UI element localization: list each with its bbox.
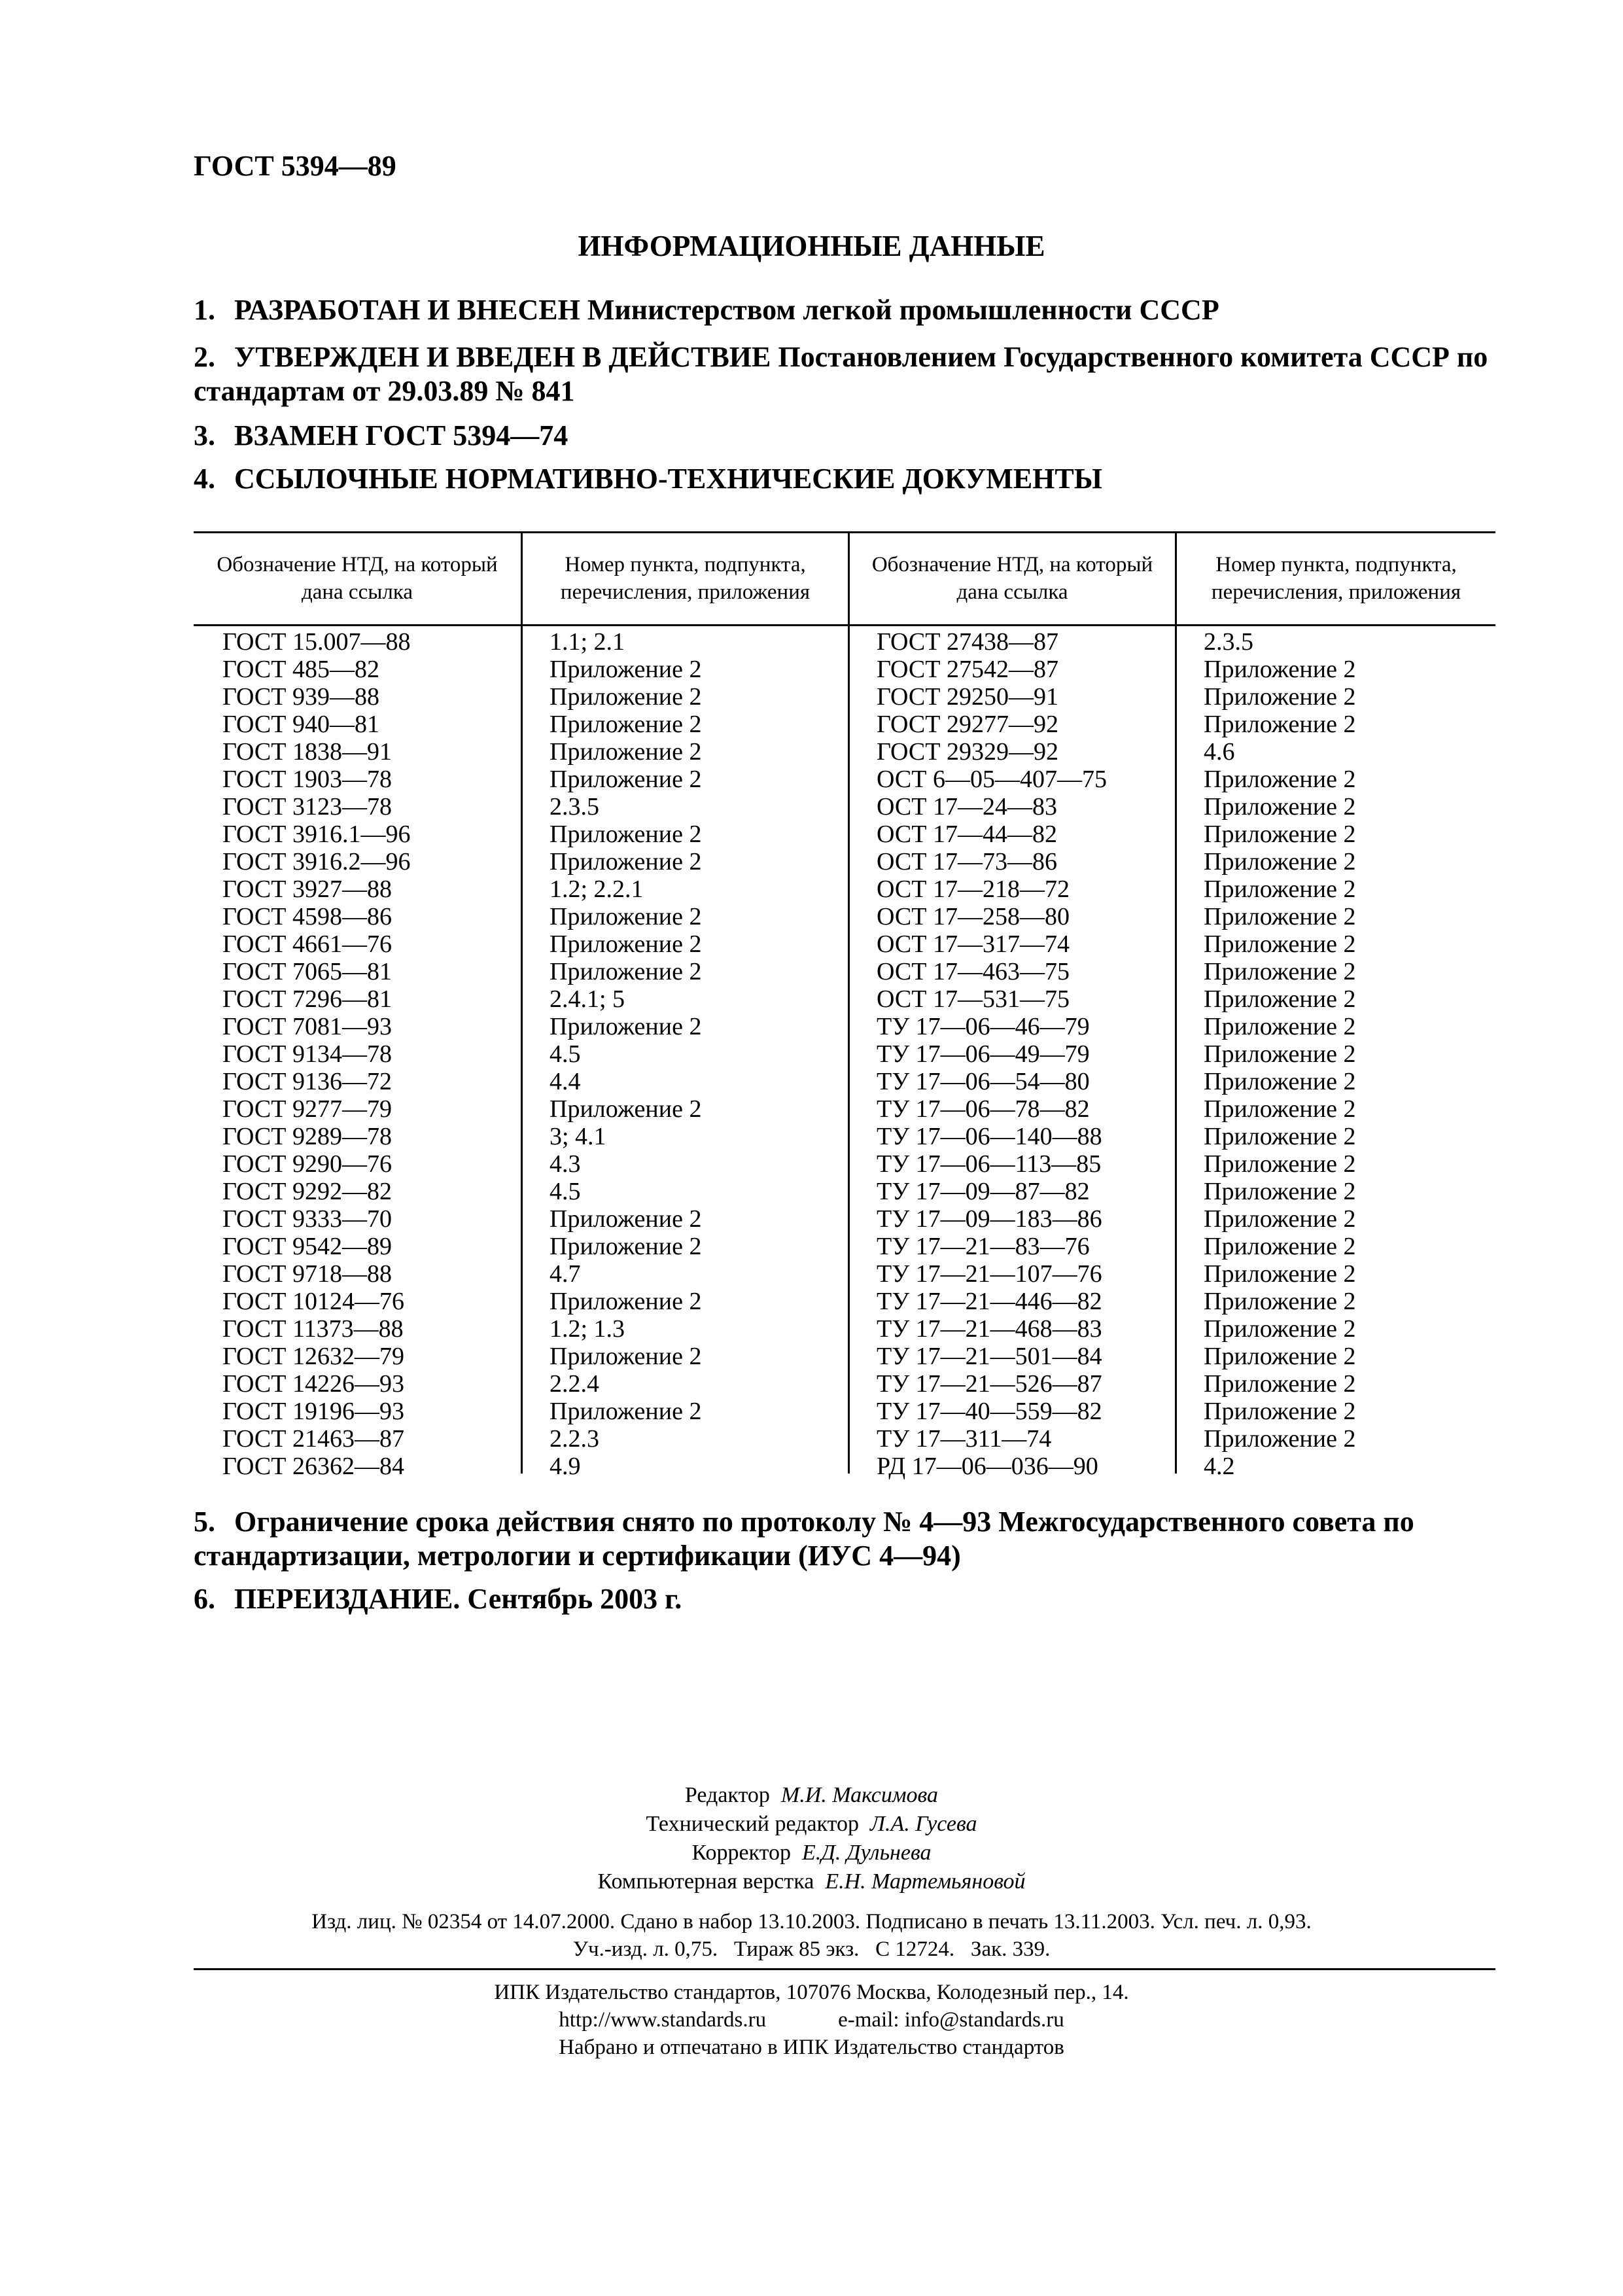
table-cell: ТУ 17—21—501—84 bbox=[877, 1343, 1102, 1370]
table-cell: ГОСТ 3123—78 bbox=[222, 793, 392, 821]
table-cell: ОСТ 17—463—75 bbox=[877, 958, 1070, 985]
item-6 bbox=[194, 1582, 1437, 1616]
table-cell: ТУ 17—21—468—83 bbox=[877, 1315, 1102, 1343]
item-lead: УТВЕРЖДЕН И ВВЕДЕН В ДЕЙСТВИЕ bbox=[234, 341, 771, 373]
table-cell: ТУ 17—06—46—79 bbox=[877, 1013, 1090, 1040]
table-cell: ГОСТ 11373—88 bbox=[222, 1315, 404, 1343]
item-number: 2. bbox=[194, 341, 215, 373]
table-cell: ГОСТ 9134—78 bbox=[222, 1040, 392, 1068]
table-cell: ТУ 17—06—140—88 bbox=[877, 1123, 1102, 1150]
table-cell: 1.2; 1.3 bbox=[550, 1315, 625, 1343]
imprint-line: Изд. лиц. № 02354 от 14.07.2000. Сдано в набор 13.10.2003. Подписано в печать 13.11.2003. Усл. печ. л. 0,93. bbox=[311, 1910, 1312, 1934]
table-cell: ОСТ 17—24—83 bbox=[877, 793, 1057, 821]
table-cell: ГОСТ 9136—72 bbox=[222, 1068, 392, 1095]
table-cell: ГОСТ 14226—93 bbox=[222, 1370, 404, 1398]
credit-label: Корректор bbox=[691, 1841, 792, 1865]
item-lead: РАЗРАБОТАН И ВНЕСЕН bbox=[234, 294, 580, 326]
table-cell: ГОСТ 26362—84 bbox=[222, 1453, 404, 1480]
table-cell: 2.2.4 bbox=[550, 1370, 599, 1398]
table-cell: ОСТ 17—218—72 bbox=[877, 875, 1070, 903]
table-cell: Приложение 2 bbox=[550, 1233, 702, 1260]
website-link[interactable]: http://www.standards.ru bbox=[559, 2008, 767, 2032]
table-cell: Приложение 2 bbox=[550, 848, 702, 875]
item-number: 1. bbox=[194, 294, 215, 326]
table-cell: Приложение 2 bbox=[550, 683, 702, 711]
credit-name: Л.А. Гусева bbox=[870, 1812, 977, 1836]
item-5 bbox=[194, 1505, 1528, 1573]
credit-label: Редактор bbox=[684, 1783, 770, 1807]
table-cell: ГОСТ 27438—87 bbox=[877, 628, 1058, 656]
table-cell: Приложение 2 bbox=[550, 1013, 702, 1040]
table-cell: ТУ 17—21—83—76 bbox=[877, 1233, 1090, 1260]
credit-tech-editor bbox=[0, 1810, 1623, 1839]
table-cell: 4.5 bbox=[550, 1040, 581, 1068]
table-cell: Приложение 2 bbox=[1204, 1040, 1356, 1068]
table-cell: ГОСТ 29329—92 bbox=[877, 738, 1058, 766]
table-cell: Приложение 2 bbox=[1204, 766, 1356, 793]
item-2 bbox=[194, 340, 1528, 408]
table-cell: 3; 4.1 bbox=[550, 1123, 606, 1150]
table-cell: ТУ 17—06—49—79 bbox=[877, 1040, 1090, 1068]
table-cell: Приложение 2 bbox=[1204, 1343, 1356, 1370]
table-cell: Приложение 2 bbox=[1204, 1013, 1356, 1040]
table-cell: Приложение 2 bbox=[1204, 1288, 1356, 1315]
item-number: 6. bbox=[194, 1583, 215, 1615]
table-cell: ГОСТ 29277—92 bbox=[877, 711, 1058, 738]
table-cell: ГОСТ 9292—82 bbox=[222, 1178, 392, 1205]
table-cell: ГОСТ 1838—91 bbox=[222, 738, 392, 766]
table-divider-2 bbox=[848, 531, 850, 1474]
table-cell: Приложение 2 bbox=[550, 1095, 702, 1123]
table-cell: ТУ 17—06—113—85 bbox=[877, 1150, 1102, 1178]
table-cell: Приложение 2 bbox=[1204, 1233, 1356, 1260]
table-cell: 2.4.1; 5 bbox=[550, 985, 625, 1013]
table-cell: ТУ 17—09—183—86 bbox=[877, 1205, 1102, 1233]
table-cell: РД 17—06—036—90 bbox=[877, 1453, 1098, 1480]
table-header-ref-left: Номер пункта, подпункта, перечисления, приложения bbox=[560, 553, 811, 604]
table-cell: Приложение 2 bbox=[1204, 683, 1356, 711]
item-4 bbox=[194, 462, 1437, 496]
table-cell: Приложение 2 bbox=[550, 1205, 702, 1233]
table-cell: Приложение 2 bbox=[1204, 930, 1356, 958]
table-cell: ОСТ 17—317—74 bbox=[877, 930, 1070, 958]
email-link[interactable]: e-mail: info@standards.ru bbox=[838, 2008, 1064, 2032]
table-cell: 4.4 bbox=[550, 1068, 581, 1095]
table-cell: Приложение 2 bbox=[550, 1398, 702, 1425]
table-cell: ТУ 17—09—87—82 bbox=[877, 1178, 1090, 1205]
table-cell: ГОСТ 7081—93 bbox=[222, 1013, 392, 1040]
table-cell: Приложение 2 bbox=[550, 1288, 702, 1315]
table-cell: Приложение 2 bbox=[550, 821, 702, 848]
table-cell: ОСТ 17—44—82 bbox=[877, 821, 1057, 848]
table-cell: ГОСТ 3916.1—96 bbox=[222, 821, 411, 848]
column-right-references bbox=[1204, 628, 1355, 1480]
table-cell: ГОСТ 939—88 bbox=[222, 683, 379, 711]
table-cell: ГОСТ 21463—87 bbox=[222, 1425, 404, 1453]
table-cell: ГОСТ 1903—78 bbox=[222, 766, 392, 793]
table-cell: ГОСТ 7296—81 bbox=[222, 985, 392, 1013]
credit-proofreader bbox=[0, 1839, 1623, 1867]
item-text: Постановлением Государственного комитета СССР по стандартам от 29.03.89 № 841 bbox=[194, 341, 1488, 407]
table-cell: ТУ 17—06—78—82 bbox=[877, 1095, 1090, 1123]
table-cell: ГОСТ 9290—76 bbox=[222, 1150, 392, 1178]
page-title: ИНФОРМАЦИОННЫЕ ДАННЫЕ bbox=[578, 230, 1045, 262]
table-cell: ГОСТ 3927—88 bbox=[222, 875, 392, 903]
column-left-documents bbox=[222, 628, 411, 1480]
credit-name: М.И. Максимова bbox=[780, 1783, 939, 1807]
item-lead: Ограничение срока действия снято по протоколу № 4—93 Межгосударственного совета по стандартизации, метрологии и сертификации (ИУС 4—94) bbox=[194, 1506, 1414, 1572]
table-cell: 2.2.3 bbox=[550, 1425, 599, 1453]
table-cell: Приложение 2 bbox=[1204, 821, 1356, 848]
table-cell: 2.3.5 bbox=[1204, 628, 1253, 656]
credit-name: Е.Н. Мартемьяновой bbox=[825, 1869, 1026, 1894]
table-cell: ГОСТ 4598—86 bbox=[222, 903, 392, 930]
table-cell: ГОСТ 10124—76 bbox=[222, 1288, 404, 1315]
table-cell: Приложение 2 bbox=[1204, 1205, 1356, 1233]
item-3 bbox=[194, 419, 1437, 453]
table-cell: Приложение 2 bbox=[1204, 1178, 1356, 1205]
table-cell: 1.1; 2.1 bbox=[550, 628, 625, 656]
table-cell: Приложение 2 bbox=[1204, 958, 1356, 985]
table-cell: Приложение 2 bbox=[1204, 1370, 1356, 1398]
table-cell: ТУ 17—21—107—76 bbox=[877, 1260, 1102, 1288]
table-cell: 4.7 bbox=[550, 1260, 581, 1288]
table-cell: Приложение 2 bbox=[1204, 793, 1356, 821]
table-cell: 4.9 bbox=[550, 1453, 581, 1480]
table-header-rule bbox=[194, 624, 1495, 626]
table-cell: ГОСТ 9333—70 bbox=[222, 1205, 392, 1233]
item-number: 5. bbox=[194, 1506, 215, 1538]
imprint-bottom bbox=[0, 1979, 1623, 2061]
table-cell: ГОСТ 9277—79 bbox=[222, 1095, 392, 1123]
table-cell: 2.3.5 bbox=[550, 793, 599, 821]
table-cell: Приложение 2 bbox=[1204, 1398, 1356, 1425]
table-cell: 4.6 bbox=[1204, 738, 1235, 766]
table-cell: ГОСТ 9718—88 bbox=[222, 1260, 392, 1288]
table-cell: Приложение 2 bbox=[1204, 848, 1356, 875]
table-cell: ТУ 17—40—559—82 bbox=[877, 1398, 1102, 1425]
table-cell: 1.2; 2.2.1 bbox=[550, 875, 644, 903]
table-cell: Приложение 2 bbox=[550, 903, 702, 930]
credits-block bbox=[0, 1781, 1623, 1896]
item-number: 4. bbox=[194, 463, 215, 495]
imprint-contacts bbox=[0, 2006, 1623, 2034]
table-cell: Приложение 2 bbox=[550, 711, 702, 738]
table-cell: Приложение 2 bbox=[1204, 1315, 1356, 1343]
item-lead: ВЗАМЕН ГОСТ 5394—74 bbox=[234, 419, 568, 451]
table-cell: Приложение 2 bbox=[550, 738, 702, 766]
credit-name: Е.Д. Дульнева bbox=[802, 1841, 932, 1865]
credit-label: Компьютерная верстка bbox=[597, 1869, 814, 1894]
table-cell: Приложение 2 bbox=[1204, 1425, 1356, 1453]
table-header-doc-right: Обозначение НТД, на который дана ссылка bbox=[871, 553, 1153, 604]
table-cell: Приложение 2 bbox=[1204, 1150, 1356, 1178]
credit-label: Технический редактор bbox=[646, 1812, 860, 1836]
table-cell: Приложение 2 bbox=[1204, 875, 1356, 903]
table-cell: Приложение 2 bbox=[550, 656, 702, 683]
item-1 bbox=[194, 293, 1437, 327]
table-cell: ГОСТ 7065—81 bbox=[222, 958, 392, 985]
imprint-rule bbox=[194, 1968, 1495, 1970]
table-cell: Приложение 2 bbox=[1204, 985, 1356, 1013]
table-cell: ГОСТ 19196—93 bbox=[222, 1398, 404, 1425]
table-cell: ГОСТ 15.007—88 bbox=[222, 628, 411, 656]
table-cell: ТУ 17—21—446—82 bbox=[877, 1288, 1102, 1315]
imprint-line: Набрано и отпечатано в ИПК Издательство стандартов bbox=[559, 2036, 1064, 2059]
table-cell: ОСТ 17—258—80 bbox=[877, 903, 1070, 930]
imprint-address: ИПК Издательство стандартов, 107076 Москва, Колодезный пер., 14. bbox=[494, 1981, 1129, 2004]
table-cell: Приложение 2 bbox=[1204, 1068, 1356, 1095]
imprint-top bbox=[0, 1908, 1623, 1963]
item-text: Министерством легкой промышленности СССР bbox=[580, 294, 1219, 326]
table-cell: Приложение 2 bbox=[550, 958, 702, 985]
item-number: 3. bbox=[194, 419, 215, 451]
column-left-references bbox=[550, 628, 701, 1480]
table-divider-1 bbox=[521, 531, 523, 1474]
table-cell: Приложение 2 bbox=[550, 930, 702, 958]
item-lead: ССЫЛОЧНЫЕ НОРМАТИВНО-ТЕХНИЧЕСКИЕ ДОКУМЕНТЫ bbox=[234, 463, 1102, 495]
table-cell: Приложение 2 bbox=[1204, 656, 1356, 683]
table-cell: ГОСТ 9289—78 bbox=[222, 1123, 392, 1150]
table-cell: ГОСТ 4661—76 bbox=[222, 930, 392, 958]
table-cell: ГОСТ 9542—89 bbox=[222, 1233, 392, 1260]
table-cell: Приложение 2 bbox=[1204, 1095, 1356, 1123]
table-cell: ГОСТ 27542—87 bbox=[877, 656, 1058, 683]
table-cell: 4.2 bbox=[1204, 1453, 1235, 1480]
table-cell: 4.3 bbox=[550, 1150, 581, 1178]
table-divider-3 bbox=[1175, 531, 1177, 1474]
credit-editor bbox=[0, 1781, 1623, 1810]
table-cell: ТУ 17—311—74 bbox=[877, 1425, 1052, 1453]
table-cell: ГОСТ 940—81 bbox=[222, 711, 379, 738]
table-cell: Приложение 2 bbox=[1204, 711, 1356, 738]
table-cell: ГОСТ 29250—91 bbox=[877, 683, 1058, 711]
table-cell: ГОСТ 485—82 bbox=[222, 656, 379, 683]
document-code: ГОСТ 5394—89 bbox=[194, 150, 396, 182]
table-cell: ОСТ 17—531—75 bbox=[877, 985, 1070, 1013]
table-cell: Приложение 2 bbox=[550, 1343, 702, 1370]
credit-layout bbox=[0, 1867, 1623, 1896]
item-lead: ПЕРЕИЗДАНИЕ. Сентябрь 2003 г. bbox=[234, 1583, 682, 1615]
table-top-rule bbox=[194, 531, 1495, 533]
table-cell: Приложение 2 bbox=[1204, 903, 1356, 930]
imprint-line: Уч.-изд. л. 0,75. Тираж 85 экз. С 12724. Зак. 339. bbox=[572, 1937, 1051, 1961]
table-cell: ГОСТ 12632—79 bbox=[222, 1343, 404, 1370]
table-cell: ТУ 17—06—54—80 bbox=[877, 1068, 1090, 1095]
table-cell: 4.5 bbox=[550, 1178, 581, 1205]
table-cell: Приложение 2 bbox=[1204, 1123, 1356, 1150]
table-cell: ГОСТ 3916.2—96 bbox=[222, 848, 411, 875]
table-cell: ТУ 17—21—526—87 bbox=[877, 1370, 1102, 1398]
table-cell: ОСТ 17—73—86 bbox=[877, 848, 1057, 875]
table-cell: Приложение 2 bbox=[550, 766, 702, 793]
table-header-doc-left: Обозначение НТД, на который дана ссылка bbox=[217, 553, 498, 604]
table-cell: ОСТ 6—05—407—75 bbox=[877, 766, 1107, 793]
table-cell: Приложение 2 bbox=[1204, 1260, 1356, 1288]
table-header-ref-right: Номер пункта, подпункта, перечисления, приложения bbox=[1211, 553, 1461, 604]
column-right-documents bbox=[877, 628, 1107, 1480]
